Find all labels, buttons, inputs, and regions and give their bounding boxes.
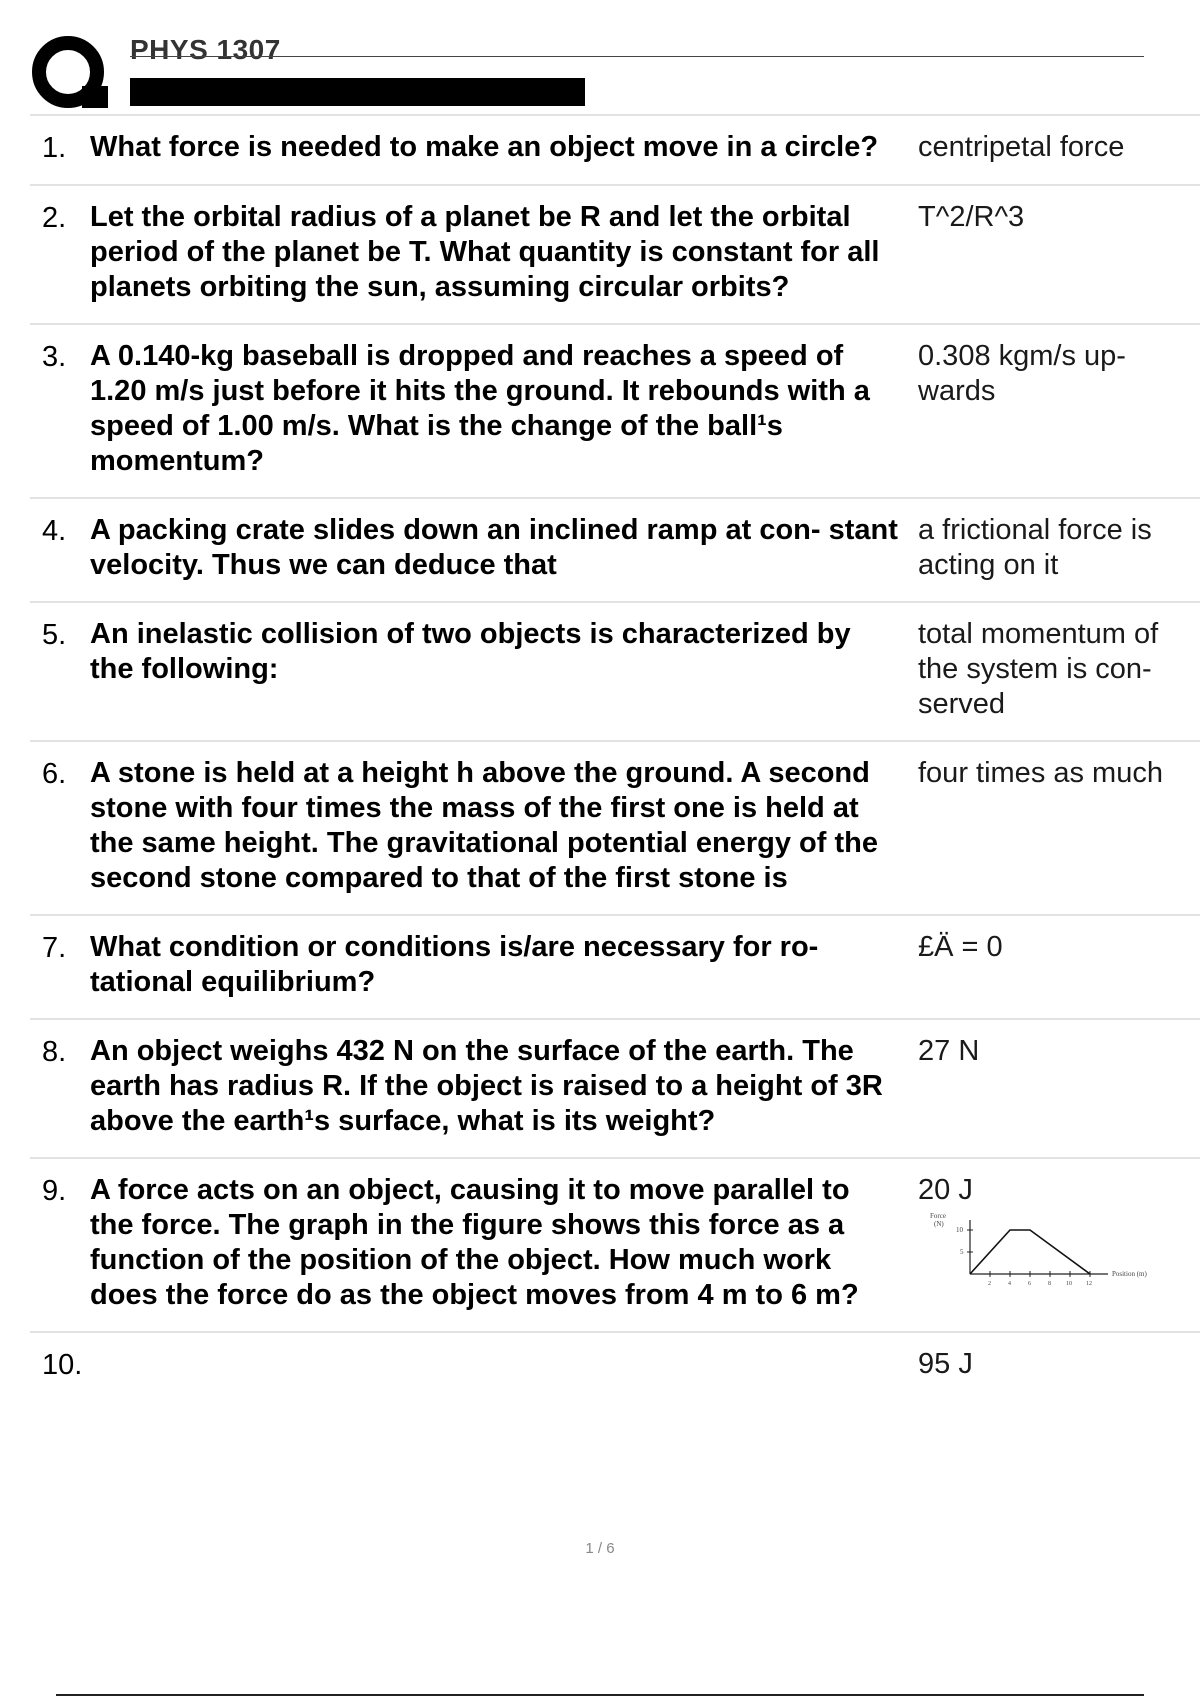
answer-text: T^2/R^3 [918, 201, 1025, 233]
footer-divider [56, 1694, 1144, 1696]
qa-row [30, 1331, 1200, 1401]
redacted-bar [130, 78, 585, 106]
item-number: 3. [42, 341, 67, 373]
qa-row [30, 740, 1200, 914]
graph-y-unit: (N) [934, 1220, 944, 1228]
graph-x-tick-label: 12 [1086, 1281, 1092, 1287]
qa-row [30, 1157, 1200, 1331]
qa-row [30, 601, 1200, 740]
qa-row [30, 1018, 1200, 1157]
item-number: 7. [42, 932, 67, 964]
page-number: 1 / 6 [585, 1540, 615, 1557]
question-text: What condition or conditions is/are necessary for ro- tational equilibrium? [90, 931, 819, 998]
question-text: A force acts on an object, causing it to move parallel to the force. The graph in the figure shows this force as a function of the position of the object. How much work does the force do as the object moves from 4 m to 6 m? [90, 1174, 859, 1311]
qa-row [30, 497, 1200, 601]
item-number: 10. [42, 1349, 83, 1381]
force-position-graph [918, 1210, 1168, 1300]
item-number: 4. [42, 515, 67, 547]
graph-y-tick-label: 10 [956, 1226, 963, 1234]
header-divider [130, 56, 1144, 57]
question-text: An object weighs 432 N on the surface of the earth. The earth has radius R. If the object is raised to a height of 3R above the earth¹s surface, what is its weight? [90, 1035, 883, 1137]
graph-x-tick-label: 6 [1028, 1281, 1031, 1287]
question-text [90, 1347, 908, 1383]
qa-row [30, 914, 1200, 1018]
graph-y-label: Force [930, 1212, 946, 1220]
answer-text: four times as much [918, 757, 1163, 789]
answer-text: £Ä = 0 [918, 931, 1003, 963]
qa-list [30, 114, 1200, 1401]
item-number: 9. [42, 1175, 67, 1207]
answer-text: 95 J [918, 1348, 973, 1380]
question-text: What force is needed to make an object move in a circle? [90, 131, 879, 163]
question-text: A packing crate slides down an inclined ramp at con- stant velocity. Thus we can deduce that [90, 514, 898, 581]
course-title: PHYS 1307 [130, 34, 281, 65]
graph-x-tick-label: 10 [1066, 1281, 1072, 1287]
graph-x-tick-label: 2 [988, 1281, 991, 1287]
question-text: An inelastic collision of two objects is characterized by the following: [90, 618, 851, 685]
item-number: 8. [42, 1036, 67, 1068]
answer-text: total momentum of the system is con- served [918, 618, 1159, 720]
answer-text: 0.308 kgm/s up- wards [918, 340, 1126, 407]
answer-text: centripetal force [918, 131, 1125, 163]
answer-text: 20 J [918, 1174, 973, 1206]
answer-text: a frictional force is acting on it [918, 514, 1152, 581]
qa-row [30, 114, 1200, 184]
qa-row [30, 323, 1200, 497]
graph-y-tick-label: 5 [960, 1248, 964, 1256]
question-text: A 0.140-kg baseball is dropped and reaches a speed of 1.20 m/s just before it hits the ground. It rebounds with a speed of 1.00 m/s. What is the change of the ball¹s momentum? [90, 340, 870, 477]
graph-x-label: Position (m) [1112, 1270, 1147, 1278]
item-number: 5. [42, 619, 67, 651]
answer-cell [908, 1173, 1200, 1313]
graph-x-tick-label: 4 [1008, 1281, 1011, 1287]
answer-text: 27 N [918, 1035, 980, 1067]
question-text: Let the orbital radius of a planet be R and let the orbital period of the planet be T. What quantity is constant for all planets orbiting the sun, assuming circular orbits? [90, 201, 880, 303]
item-number: 1. [42, 132, 67, 164]
item-number: 6. [42, 758, 67, 790]
question-text: A stone is held at a height h above the ground. A second stone with four times the mass of the first one is held at the same height. The gravitational potential energy of the second stone compared to that of the first stone is [90, 757, 878, 894]
graph-x-tick-label: 8 [1048, 1281, 1051, 1287]
qa-row [30, 184, 1200, 323]
page-header [0, 0, 1200, 115]
item-number: 2. [42, 202, 67, 234]
logo-icon [30, 34, 110, 112]
force-curve [970, 1230, 1090, 1274]
